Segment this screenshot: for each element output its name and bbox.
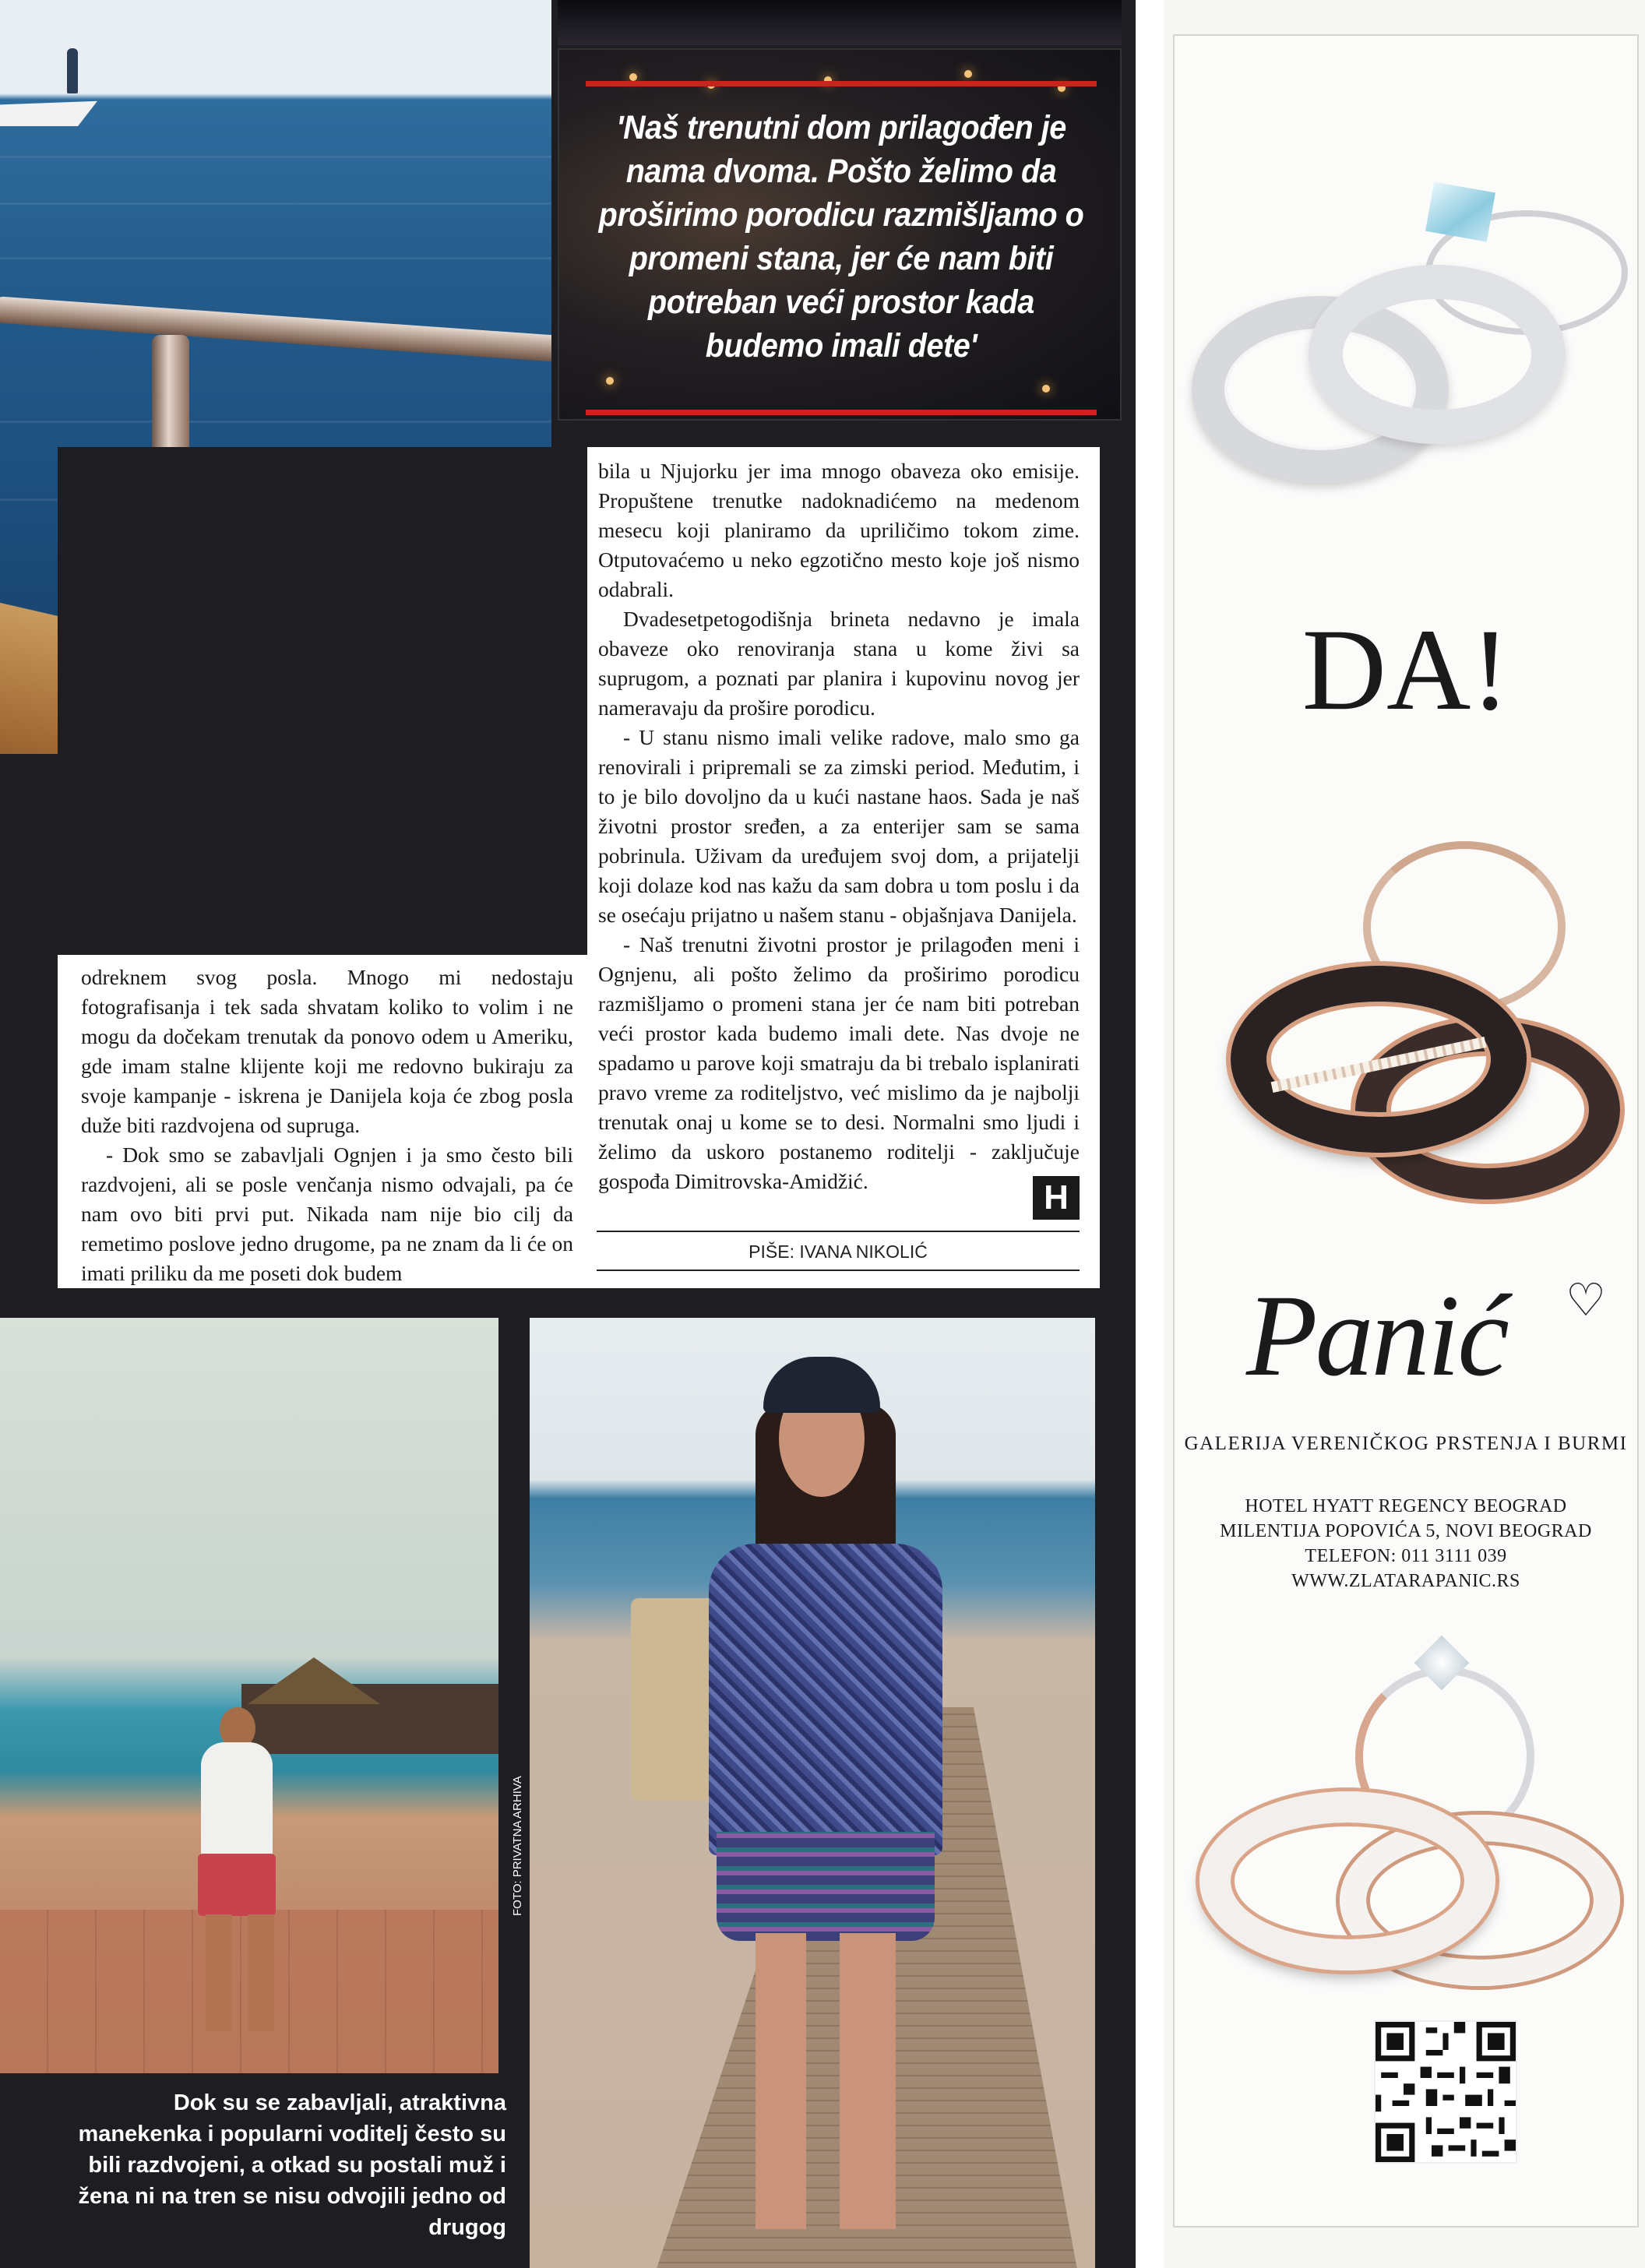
photo-credit: FOTO: PRIVATNA ARHIVA bbox=[511, 1776, 524, 1916]
article-column-right bbox=[598, 456, 1080, 1196]
heart-icon: ♡ bbox=[1566, 1275, 1606, 1326]
byline: PIŠE: IVANA NIKOLIĆ bbox=[749, 1241, 928, 1262]
photo-night-strip bbox=[558, 0, 1122, 45]
article-paragraph: - Dok smo se zabavljali Ognjen i ja smo često bili razdvojeni, ali se posle venčanja nismo odvajali, pa će nam ovo biti prvi put. Nikada nam nije bio cilj da remetimo poslove jedno drugome, pa ne znam da li će on imati priliku da me poseti dok budem bbox=[81, 1143, 573, 1285]
ad-address-block bbox=[1173, 1494, 1639, 1594]
ad-rose-white-rings-image bbox=[1199, 1620, 1636, 1978]
article-paragraph: odreknem svog posla. Mnogo mi nedostaju fotografisanja i tek sada shvatam koliko to volim i ne mogu da dočekam trenutak da ponovo odem u Ameriku, gde imam stalne klijente koji me redovno bukiraju za svoje kampanje - iskrena je Danijela koja će zbog posla duže biti razdvojena od supruga. bbox=[81, 965, 573, 1137]
photo-man-on-beach bbox=[0, 1318, 498, 2073]
ad-website: WWW.ZLATARAPANIC.RS bbox=[1291, 1571, 1520, 1591]
byline-rule bbox=[597, 1231, 1080, 1232]
article-paragraph: - Naš trenutni životni prostor je prilagođen meni i Ognjenu, ali pošto želimo da proširimo porodicu razmišljamo o promeni stana jer će nam biti potreban veći prostor kada budemo imali dete. Nas dvoje ne spadamo u parove koji smatraju da bi trebalo isplanirati pravo vreme za roditeljstvo, već mislimo da je najbolji trenutak onaj u kome se to desi. Normalni smo ljudi i želimo da uskoro postanemo roditelji - zaključuje gospođa Dimitrovska-Amidžić. bbox=[598, 932, 1080, 1193]
pull-quote: 'Naš trenutni dom prilagođen je nama dvoma. Pošto želimo da proširimo porodicu razmišljamo o promeni stana, jer će nam biti potreban veći prostor kada budemo imali dete' bbox=[598, 109, 1084, 364]
ad-gold-black-rings-image bbox=[1215, 810, 1628, 1246]
ad-address-line: HOTEL HYATT REGENCY BEOGRAD bbox=[1245, 1496, 1567, 1516]
ad-tagline: GALERIJA VERENIČKOG PRSTENJA I BURMI bbox=[1184, 1433, 1628, 1454]
pull-quote-rule-bottom bbox=[586, 410, 1097, 415]
qr-code-icon bbox=[1374, 2020, 1517, 2164]
article-paragraph: Dvadesetpetogodišnja brineta nedavno je imala obaveze oko renoviranja stana u kome živi sa suprugom, a poznati par planira i kupovinu novog jer nameravaju da prošire porodicu. bbox=[598, 607, 1080, 720]
panel-cutout bbox=[58, 447, 587, 955]
ad-headline: DA! bbox=[1302, 605, 1510, 734]
byline-rule bbox=[597, 1270, 1080, 1271]
ad-address-line: MILENTIJA POPOVIĆA 5, NOVI BEOGRAD bbox=[1220, 1521, 1592, 1541]
ad-silver-rings-image bbox=[1192, 179, 1636, 522]
article-paragraph: - U stanu nismo imali velike radove, malo smo ga renovirali i pripremali se za zimski period. Međutim, i to je bilo dovoljno da u kući nastane haos. Sada je naš životni prostor sređen, a za enterijer sam se sama pobrinula. Uživam da uređujem svoj dom, a prijatelji koji dolaze kod nas kažu da sam dobra u tom poslu i da se osećaju prijatno u našem stanu - objašnjava Danijela. bbox=[598, 725, 1080, 927]
ad-phone: TELEFON: 011 3111 039 bbox=[1305, 1546, 1507, 1566]
ad-gutter bbox=[1136, 0, 1164, 2268]
article-column-left bbox=[81, 963, 573, 1288]
ad-brand-logo: Panić bbox=[1246, 1271, 1507, 1400]
article-paragraph: bila u Njujorku jer ima mnogo obaveza oko emisije. Propuštene trenutke nadoknadićemo na medenom mesecu koji planiramo da upriličimo tokom zime. Otputovaćemo u neko egzotično mesto koje još nismo odabrali. bbox=[598, 459, 1080, 601]
article-end-mark: H bbox=[1033, 1176, 1080, 1220]
photo-woman-on-boardwalk bbox=[530, 1318, 1095, 2268]
pull-quote-rule-top bbox=[586, 81, 1097, 86]
photo-caption-bottom: Dok su se zabavljali, atraktivna manekenka i popularni voditelj često su bili razdvojeni, a otkad su postali muž i žena ni na tren se nisu odvojili jedno od drugog bbox=[78, 2090, 506, 2240]
